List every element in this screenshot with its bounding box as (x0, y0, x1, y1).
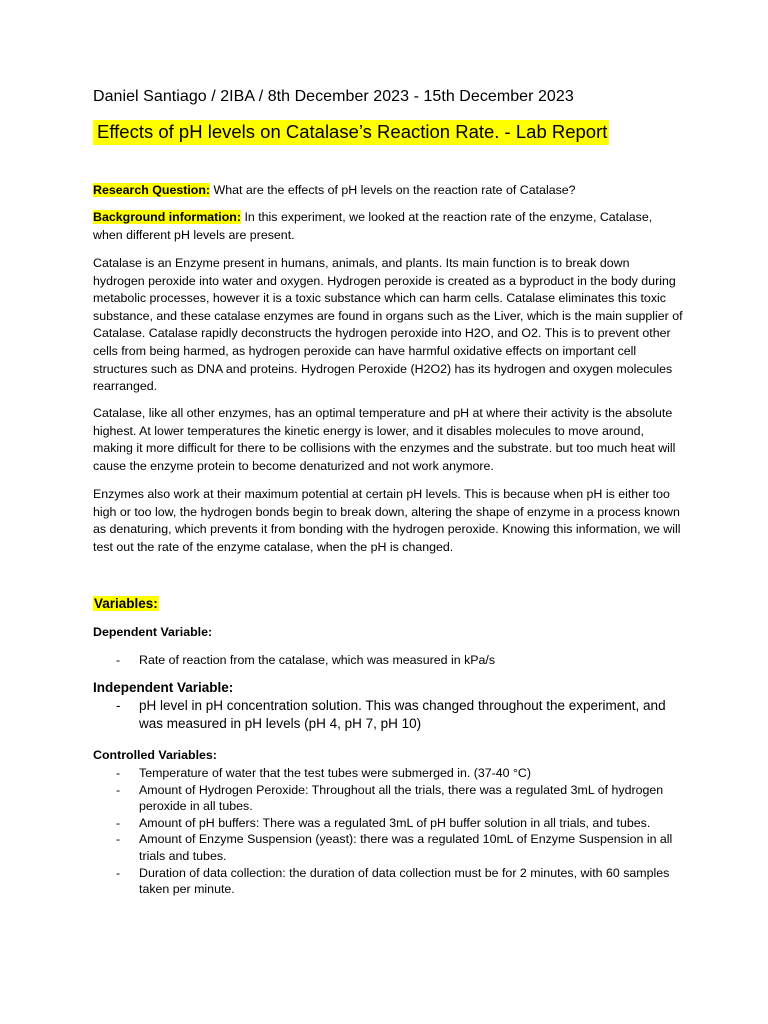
body-paragraph-optimal-conditions: Catalase, like all other enzymes, has an optimal temperature and pH at where their activity is the absolute highest. At lower temperatures the kinetic energy is lower, and it disables molecules to move around, making it more difficult for there to be collisions with the enzymes and the substrate. but too much heat will cause the enzyme protein to become denaturized and not work anymore. (93, 406, 676, 473)
background-paragraph (93, 209, 683, 244)
research-question-text: What are the effects of pH levels on the reaction rate of Catalase? (210, 183, 576, 197)
independent-variable-heading: Independent Variable: (93, 680, 234, 695)
body-paragraph-catalase: Catalase is an Enzyme present in humans, animals, and plants. Its main function is to break down hydrogen peroxide into water and oxygen. Hydrogen peroxide is created as a byproduct in the body during metabolic processes, however it is a toxic substance which can harm cells. Catalase eliminates this toxic substance, and these catalase enzymes are found in organs such as the Liver, which is the main supplier of Catalase. Catalase rapidly deconstructs the hydrogen peroxide into H2O, and O2. This is to prevent other cells from being harmed, as hydrogen peroxide can have harmful oxidative effects on important cell structures such as DNA and proteins. Hydrogen Peroxide (H2O2) has its hydrogen and oxygen molecules rearranged. (93, 256, 683, 394)
background-text: In this experiment, we looked at the reaction rate of the enzyme, Catalase, when different pH levels are present. (93, 210, 653, 242)
background-label: Background information: (93, 210, 241, 224)
variables-heading: Variables: (94, 596, 158, 611)
list-item: - Rate of reaction from the catalase, which was measured in kPa/s (93, 652, 683, 669)
independent-variable-list (93, 697, 683, 733)
research-question-label: Research Question: (93, 183, 211, 197)
list-item: - pH level in pH concentration solution. This was changed throughout the experiment, and was measured in pH levels (pH 4, pH 7, pH 10) (93, 697, 683, 733)
controlled-variables-heading: Controlled Variables: (93, 748, 217, 762)
author-date-line: Daniel Santiago / 2IBA / 8th December 2023 - 15th December 2023 (93, 88, 574, 105)
list-item: - Temperature of water that the test tubes were submerged in. (37-40 °C) (93, 765, 683, 782)
dependent-variable-heading: Dependent Variable: (93, 625, 213, 639)
list-item: - Amount of Enzyme Suspension (yeast): there was a regulated 10mL of Enzyme Suspension in all trials and tubes. (93, 831, 683, 864)
report-title: Effects of pH levels on Catalase’s Reaction Rate. - Lab Report (93, 120, 609, 145)
controlled-variables-list (93, 765, 683, 898)
research-question-paragraph (93, 182, 683, 200)
list-item: - Amount of pH buffers: There was a regulated 3mL of pH buffer solution in all trials, and tubes. (93, 815, 683, 832)
list-item: - Duration of data collection: the duration of data collection must be for 2 minutes, with 60 samples taken per minute. (93, 865, 683, 898)
dependent-variable-list (93, 652, 683, 669)
list-item: - Amount of Hydrogen Peroxide: Throughout all the trials, there was a regulated 3mL of hydrogen peroxide in all tubes. (93, 782, 683, 815)
body-paragraph-ph-levels: Enzymes also work at their maximum potential at certain pH levels. This is because when pH is either too high or too low, the hydrogen bonds begin to break down, altering the shape of enzyme in a process known as denaturing, which prevents it from bonding with the hydrogen peroxide. Knowing this information, we will test out the rate of the enzyme catalase, when the pH is changed. (93, 487, 681, 554)
